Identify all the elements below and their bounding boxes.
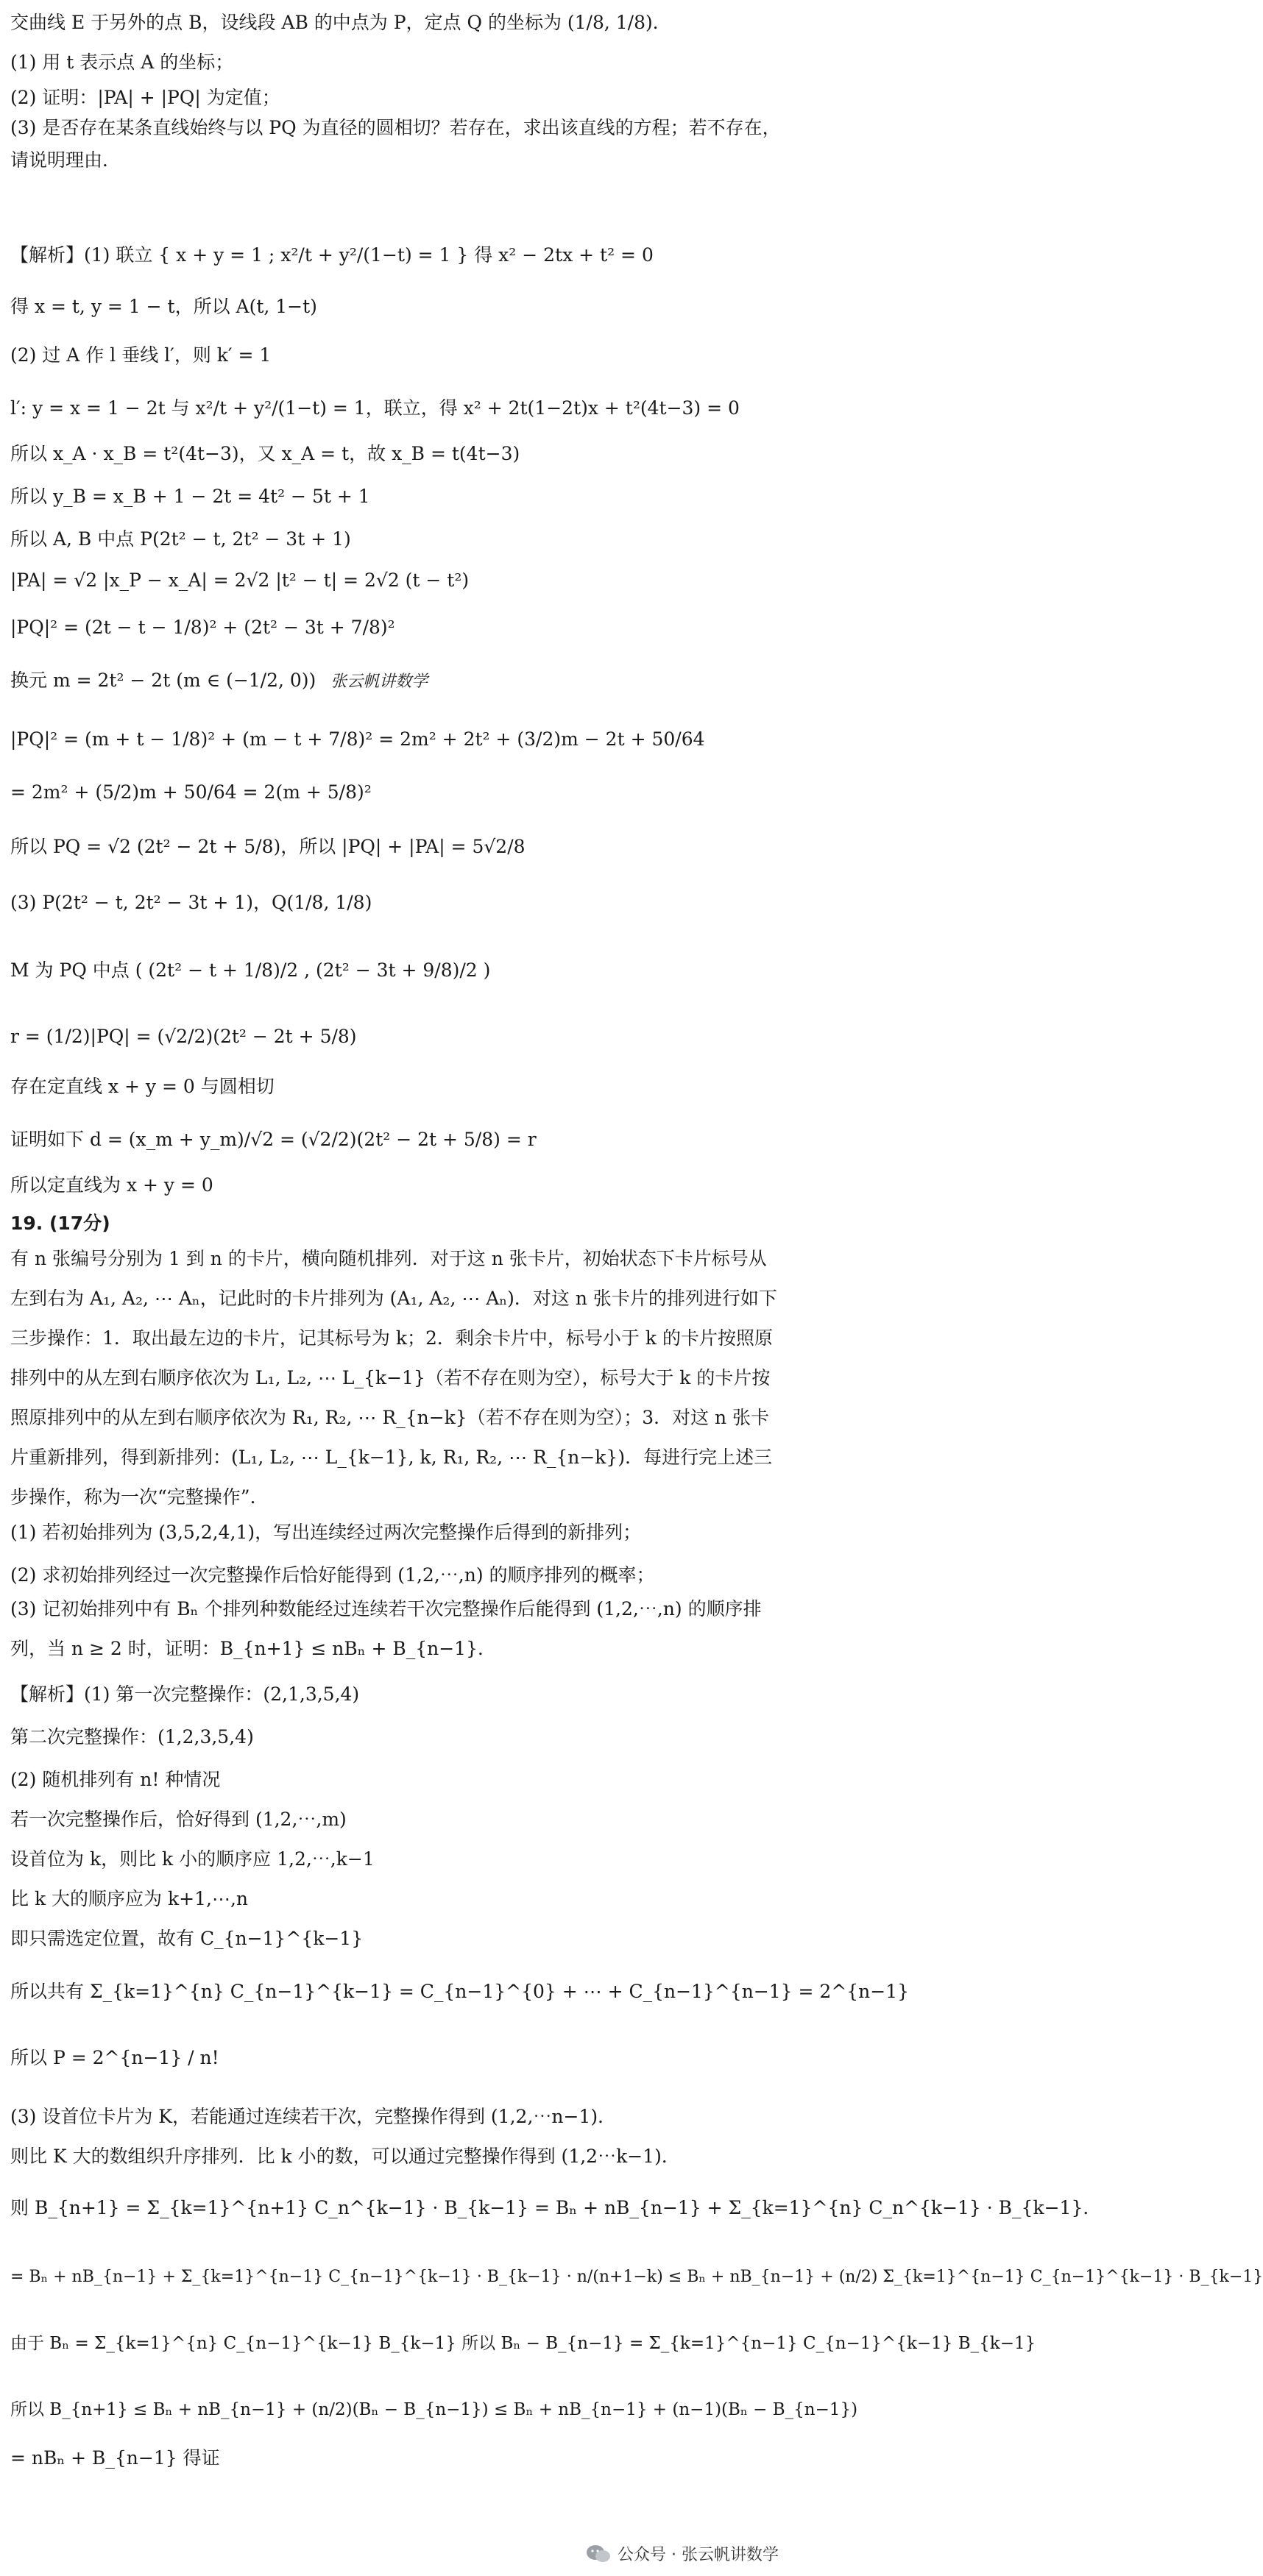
q18-solution-line: 证明如下 d = (x_m + y_m)/√2 = (√2/2)(2t² − 2t + 5/8) = r (10, 1129, 537, 1150)
q18-solution-line: 所以 x_A · x_B = t²(4t−3)，又 x_A = t，故 x_B = t(4t−3) (10, 443, 520, 464)
q18-solution-line: 【解析】(1) 联立 { x + y = 1 ; x²/t + y²/(1−t) = 1 } 得 x² − 2tx + t² = 0 (10, 244, 654, 266)
q19-solution-line: 比 k 大的顺序应为 k+1,⋯,n (10, 1888, 248, 1909)
q18-solution-line: 所以 A, B 中点 P(2t² − t, 2t² − 3t + 1) (10, 528, 351, 550)
q19-solution-line: 即只需选定位置，故有 C_{n−1}^{k−1} (10, 1928, 364, 1949)
q19-part-3: (3) 记初始排列中有 Bₙ 个排列种数能经过连续若干次完整操作后能得到 (1,2,⋯,n) 的顺序排列，当 n ≥ 2 时，证明：B_{n+1} ≤ nBₙ + B_{n−1}． (10, 1598, 762, 1659)
q19-solution-line: (2) 随机排列有 n! 种情况 (10, 1769, 221, 1790)
q19-solution-line: 所以 P = 2^{n−1} / n! (10, 2047, 219, 2068)
q18-solution-line: 得 x = t, y = 1 − t，所以 A(t, 1−t) (10, 296, 317, 317)
q18-intro: 交曲线 E 于另外的点 B，设线段 AB 的中点为 P，定点 Q 的坐标为 (1/8, 1/8)． (10, 12, 671, 33)
q18-solution-line: (3) P(2t² − t, 2t² − 3t + 1)，Q(1/8, 1/8) (10, 892, 372, 913)
q18-part-1: (1) 用 t 表示点 A 的坐标； (10, 52, 234, 73)
q18-solution-line: 所以定直线为 x + y = 0 (10, 1174, 213, 1196)
q18-solution-line: = 2m² + (5/2)m + 50/64 = 2(m + 5/8)² (10, 781, 372, 803)
q19-solution-line: (3) 设首位卡片为 K，若能通过连续若干次，完整操作得到 (1,2,⋯n−1)． (10, 2106, 617, 2127)
q18-solution-line: 所以 y_B = x_B + 1 − 2t = 4t² − 5t + 1 (10, 486, 370, 507)
q19-solution-line: = Bₙ + nB_{n−1} + Σ_{k=1}^{n−1} C_{n−1}^{k−1} · B_{k−1} · n/(n+1−k) ≤ Bₙ + nB_{n−1} + (n/2) Σ_{k=1}^{n−1} C_{n−1}^{k−1} · B_{k−1} (10, 2268, 1263, 2286)
q19-solution-line: 由于 Bₙ = Σ_{k=1}^{n} C_{n−1}^{k−1} B_{k−1} 所以 Bₙ − B_{n−1} = Σ_{k=1}^{n−1} C_{n−1}^{k−1} B_{k−1} (10, 2334, 1036, 2353)
q18-solution-line: 换元 m = 2t² − 2t (m ∈ (−1/2, 0)) (10, 670, 316, 691)
q19-solution-line: 若一次完整操作后，恰好得到 (1,2,⋯,m) (10, 1809, 347, 1830)
q18-part-2: (2) 证明：|PA| + |PQ| 为定值； (10, 87, 280, 108)
q19-part-2: (2) 求初始排列经过一次完整操作后恰好能得到 (1,2,⋯,n) 的顺序排列的概率； (10, 1564, 655, 1586)
q19-solution-line: 所以共有 Σ_{k=1}^{n} C_{n−1}^{k−1} = C_{n−1}^{0} + ⋯ + C_{n−1}^{n−1} = 2^{n−1} (10, 1981, 910, 2002)
q18-solution-line: |PA| = √2 |x_P − x_A| = 2√2 |t² − t| = 2√2 (t − t²) (10, 570, 470, 591)
q19-solution-line: 则 B_{n+1} = Σ_{k=1}^{n+1} C_n^{k−1} · B_{k−1} = Bₙ + nB_{n−1} + Σ_{k=1}^{n} C_n^{k−1} · B_{k−1}． (10, 2197, 1102, 2218)
footer-brand (585, 2542, 779, 2565)
wechat-icon (585, 2544, 612, 2564)
q19-solution-line: 第二次完整操作：(1,2,3,5,4) (10, 1726, 254, 1748)
q18-solution-line: (2) 过 A 作 l 垂线 l′，则 k′ = 1 (10, 344, 272, 366)
q18-solution-line: 所以 PQ = √2 (2t² − 2t + 5/8)，所以 |PQ| + |PA| = 5√2/8 (10, 836, 526, 857)
q18-solution-line: |PQ|² = (2t − t − 1/8)² + (2t² − 3t + 7/8)² (10, 617, 395, 638)
q18-solution-line: M 为 PQ 中点 ( (2t² − t + 1/8)/2 , (2t² − 3t + 9/8)/2 ) (10, 959, 491, 981)
q18-part-3: (3) 是否存在某条直线始终与以 PQ 为直径的圆相切？若存在，求出该直线的方程；若不存在，请说明理由． (10, 117, 781, 171)
q19-heading: 19. (17分) (10, 1213, 110, 1234)
q19-solution-line: = nBₙ + B_{n−1} 得证 (10, 2447, 220, 2469)
footer-text: 公众号 · 张云帆讲数学 (618, 2546, 779, 2564)
handwritten-signature: 张云帆讲数学 (330, 673, 428, 691)
q18-solution-line: l′: y = x = 1 − 2t 与 x²/t + y²/(1−t) = 1，联立，得 x² + 2t(1−2t)x + t²(4t−3) = 0 (10, 397, 740, 419)
q19-problem: 有 n 张编号分别为 1 到 n 的卡片，横向随机排列．对于这 n 张卡片，初始状态下卡片标号从左到右为 A₁, A₂, ⋯ Aₙ，记此时的卡片排列为 (A₁, A₂, ⋯ Aₙ)．对这 n 张卡片的排列进行如下三步操作：1．取出最左边的卡片，记其标号为 k；2．剩余卡片中，标号小于 k 的卡片按照原排列中的从左到右顺序依次为 L₁, L₂, ⋯ L_{k−1}（若不存在则为空），标号大于 k 的卡片按照原排列中的从左到右顺序依次为 R₁, R₂, ⋯ R_{n−k}（若不存在则为空）；3．对这 n 张卡片重新排列，得到新排列：(L₁, L₂, ⋯ L_{k−1}, k, R₁, R₂, ⋯ R_{n−k})．每进行完上述三步操作，称为一次“完整操作”． (10, 1248, 777, 1508)
q19-solution-line: 所以 B_{n+1} ≤ Bₙ + nB_{n−1} + (n/2)(Bₙ − B_{n−1}) ≤ Bₙ + nB_{n−1} + (n−1)(Bₙ − B_{n−1}) (10, 2400, 858, 2419)
q18-solution-line: |PQ|² = (m + t − 1/8)² + (m − t + 7/8)² = 2m² + 2t² + (3/2)m − 2t + 50/64 (10, 728, 705, 750)
q19-solution-line: 【解析】(1) 第一次完整操作：(2,1,3,5,4) (10, 1683, 360, 1705)
q18-solution-line: 存在定直线 x + y = 0 与圆相切 (10, 1076, 275, 1097)
q19-solution-line: 设首位为 k，则比 k 小的顺序应 1,2,⋯,k−1 (10, 1848, 375, 1870)
q18-solution-line: r = (1/2)|PQ| = (√2/2)(2t² − 2t + 5/8) (10, 1026, 357, 1047)
q18-solution-substitution (10, 668, 785, 695)
q19-part-1: (1) 若初始排列为 (3,5,2,4,1)，写出连续经过两次完整操作后得到的新排列； (10, 1522, 642, 1543)
q19-solution-line: 则比 K 大的数组织升序排列．比 k 小的数，可以通过完整操作得到 (1,2⋯k−1)． (10, 2146, 680, 2167)
